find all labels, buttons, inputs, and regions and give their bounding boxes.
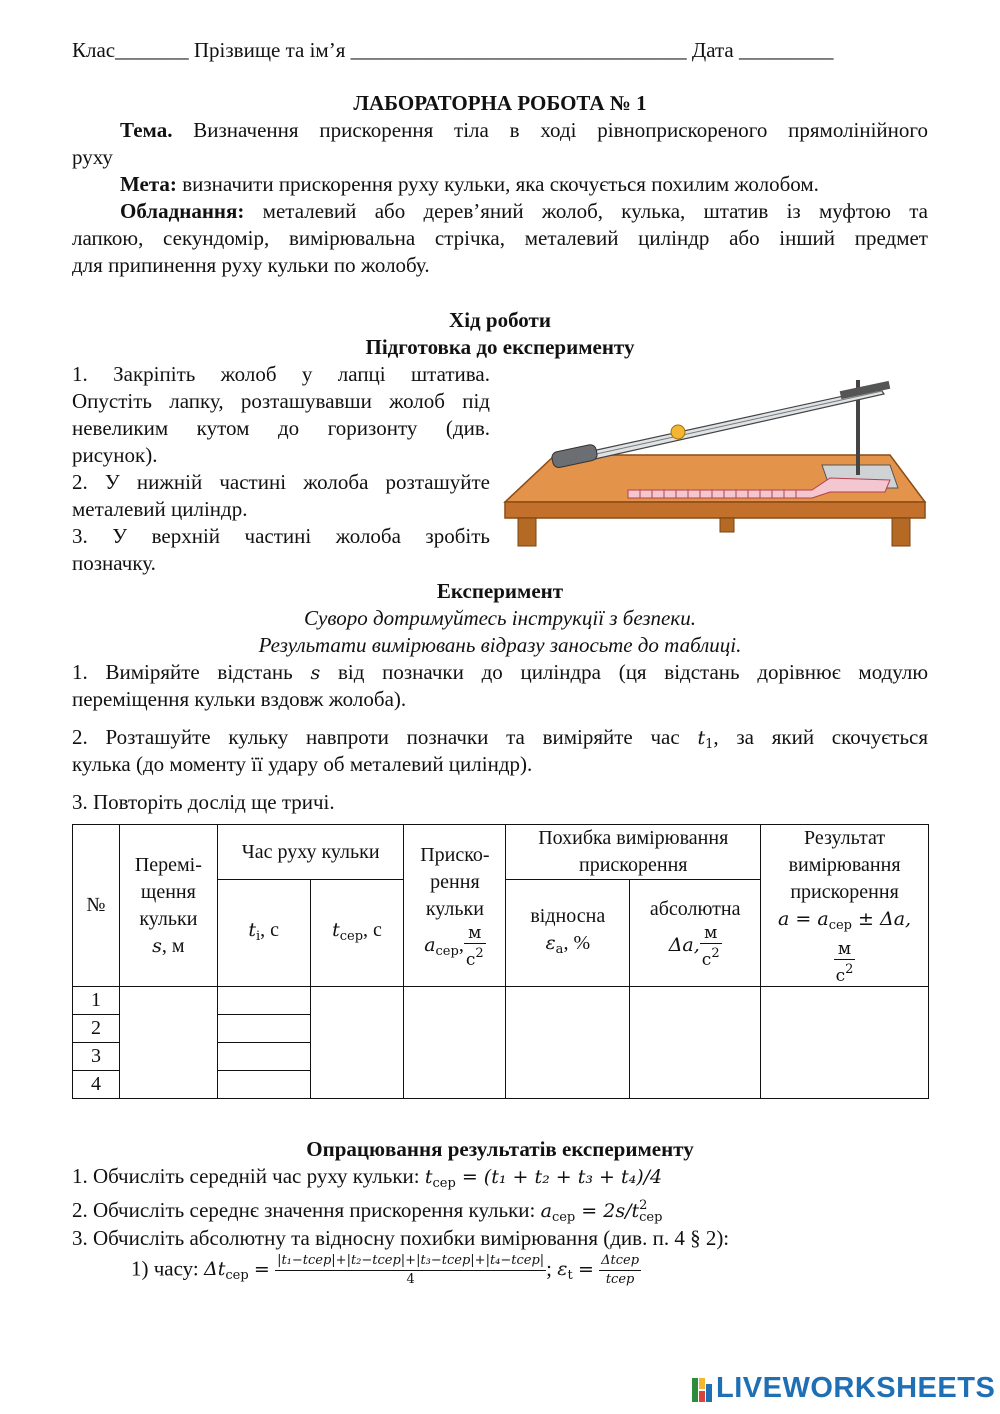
col-header-error: Похибка вимірювання прискорення xyxy=(506,825,761,880)
input-time-3[interactable] xyxy=(217,1043,310,1071)
exp-step-3: 3. Повторіть дослід ще тричі. xyxy=(72,790,335,814)
equipment-line-1: Обладнання: металевий або дерев’яний жолоб, кулька, штатив із муфтою та xyxy=(120,199,928,223)
experiment-title: Експеримент xyxy=(436,579,564,603)
name-field[interactable]: Прізвище та ім’я ________________________________ xyxy=(193,38,687,62)
input-absolute-error[interactable] xyxy=(630,987,761,1099)
equipment-line-3: для припинення руху кульки по жолобу. xyxy=(72,253,430,277)
exp-step-1-line-2: переміщення кульки вздовж жолоба). xyxy=(72,687,407,711)
prep-step-line: металевий циліндр. xyxy=(72,497,248,521)
input-displacement[interactable] xyxy=(119,987,217,1099)
procedure-title: Хід роботи xyxy=(449,308,551,332)
row-number: 3 xyxy=(73,1043,120,1071)
processing-title: Опрацювання результатів експерименту xyxy=(306,1137,694,1161)
equipment-line-2: лапкою, секундомір, вимірювальна стрічка, металевий циліндр або інший предмет xyxy=(72,226,928,250)
col-header-tavg: $t_{сер}$, с xyxy=(310,880,404,987)
table-leg xyxy=(892,518,910,546)
record-note: Результати вимірювань відразу заносьте до таблиці. xyxy=(258,633,742,657)
col-header-absolute: абсолютна Δa, $\frac{м}{с^2}$ xyxy=(630,880,761,987)
topic-line-1: Тема. Визначення прискорення тіла в ході рівноприскореного прямолінійного xyxy=(120,118,929,142)
class-field[interactable]: Клас_______ xyxy=(72,38,189,62)
col-header-relative: відносна $\varepsilon_a$, % xyxy=(506,880,630,987)
col-header-ti: $t_i$, с xyxy=(217,880,310,987)
topic-label: Тема. xyxy=(120,118,173,142)
exp-step-2-line-1: 2. Розташуйте кульку навпроти позначки та виміряйте час $t_1$, за який скочується xyxy=(72,725,929,752)
proc-sub-1: 1) часу: $\Delta t_{сер}$ = $\frac{\text{|t₁−tсер|+|t₂−tсер|+|t₃−tсер|+|t₄−tсер|}}{4}$ ; $\varepsilon_t$ = $\frac{\text{Δtсер}}{\text{tсер}}$ xyxy=(131,1253,640,1287)
prep-title: Підготовка до експерименту xyxy=(365,335,635,359)
proc-step-2: 2. Обчисліть середнє значення прискорення кульки: $a_{сер} = 2s/t$ 2 сер xyxy=(72,1198,663,1225)
prep-step-line: Опустіть лапку, розташувавши жолоб під xyxy=(72,389,490,413)
exp-step-1-line-1: 1. Виміряйте відстань s від позначки до циліндра (ця відстань дорівнює модулю xyxy=(72,660,929,684)
prep-step-line: позначку. xyxy=(72,551,156,575)
liveworksheets-logo[interactable]: LIVEWORKSHEETS xyxy=(716,1372,996,1404)
table-leg xyxy=(720,518,734,532)
prep-step-line: 1. Закріпіть жолоб у лапці штатива. xyxy=(72,362,490,386)
table-edge xyxy=(505,502,925,518)
table-leg xyxy=(518,518,536,546)
goal-label: Мета: xyxy=(120,172,177,196)
col-header-time: Час руху кульки xyxy=(217,825,404,880)
input-relative-error[interactable] xyxy=(506,987,630,1099)
prep-step-line: невеликим кутом до горизонту (див. xyxy=(72,416,490,440)
input-time-1[interactable] xyxy=(217,987,310,1015)
proc-step-1: 1. Обчисліть середній час руху кульки: $t_{сер} = (t_1 + t_2 + t_3 + t_4)/4$ xyxy=(72,1164,663,1191)
prep-step-line: 3. У верхній частині жолоба зробіть xyxy=(72,524,490,548)
date-field[interactable]: Дата _________ xyxy=(691,38,834,62)
col-header-acceleration: Приско- рення кульки $a_{сер}$, $\frac{м}{с^2}$ xyxy=(404,825,506,987)
input-time-avg[interactable] xyxy=(310,987,404,1099)
row-number: 4 xyxy=(73,1071,120,1099)
input-result[interactable] xyxy=(761,987,929,1099)
liveworksheets-logo-icon xyxy=(692,1378,712,1402)
col-header-displacement: Перемі- щення кульки s, м xyxy=(119,825,217,987)
row-number: 2 xyxy=(73,1015,120,1043)
equipment-label: Обладнання: xyxy=(120,199,245,223)
exp-step-2-line-2: кулька (до моменту її удару об металевий циліндр). xyxy=(72,752,533,776)
col-header-number: № xyxy=(73,825,120,987)
ball xyxy=(671,425,685,439)
row-number: 1 xyxy=(73,987,120,1015)
input-time-2[interactable] xyxy=(217,1015,310,1043)
col-header-result: Результат вимірювання прискорення $a = a_{сер} \pm \Delta a$, $\frac{м}{с^2}$ xyxy=(761,825,929,987)
safety-note: Суворо дотримуйтесь інструкції з безпеки. xyxy=(304,606,696,630)
prep-steps xyxy=(72,361,490,577)
proc-step-3: 3. Обчисліть абсолютну та відносну похибки вимірювання (див. п. 4 § 2): xyxy=(72,1226,730,1250)
apparatus-illustration xyxy=(500,370,930,550)
topic-line-2: руху xyxy=(72,145,113,169)
prep-step-line: рисунок). xyxy=(72,443,158,467)
goal-line: Мета: визначити прискорення руху кульки, яка скочується похилим жолобом. xyxy=(120,172,819,196)
header-line xyxy=(72,37,833,64)
input-time-4[interactable] xyxy=(217,1071,310,1099)
input-acceleration[interactable] xyxy=(404,987,506,1099)
results-table xyxy=(72,824,929,1099)
page-title: ЛАБОРАТОРНА РОБОТА № 1 xyxy=(353,91,647,115)
prep-step-line: 2. У нижній частині жолоба розташуйте xyxy=(72,470,490,494)
